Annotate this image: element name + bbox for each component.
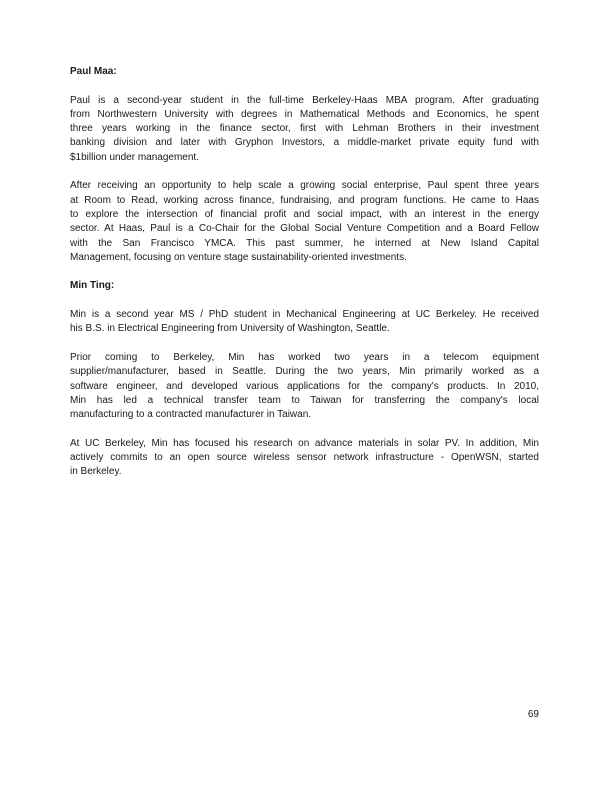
text-line: at Room to Read, working across finance, fundraising, and program functions. He came to Haas: [70, 194, 539, 206]
text-line: Min has led a technical transfer team to Taiwan for transferring the company's local: [70, 394, 539, 406]
paragraph: [70, 94, 539, 165]
text-line: banking division and later with Gryphon Investors, a middle-market private equity fund with: [70, 137, 539, 149]
text-line: in Berkeley.: [70, 466, 122, 478]
text-line: Management, focusing on venture stage sustainability-oriented investments.: [70, 251, 407, 263]
section-heading: [70, 279, 539, 293]
text-line: with the San Francisco YMCA. This past summer, he interned at New Island Capital: [70, 237, 539, 249]
text-line: from Northwestern University with degrees in Mathematical Methods and Economics, he spent: [70, 108, 539, 120]
text-line: Paul is a second-year student in the full-time Berkeley-Haas MBA program. After graduating: [70, 94, 539, 106]
text-line: Min is a second year MS / PhD student in Mechanical Engineering at UC Berkeley. He received: [70, 309, 539, 321]
text-line: to explore the intersection of financial profit and social impact, with an interest in the energy: [70, 208, 539, 220]
text-line: Prior coming to Berkeley, Min has worked two years in a telecom equipment: [70, 351, 539, 363]
paragraph: [70, 179, 539, 265]
paragraph: [70, 308, 539, 337]
text-line: sector. At Haas, Paul is a Co-Chair for the Global Social Venture Competition and a Board Fellow: [70, 223, 539, 235]
paragraph: [70, 437, 539, 480]
text-line: manufacturing to a contracted manufacturer in Taiwan.: [70, 409, 312, 421]
text-line: Paul Maa:: [70, 66, 117, 77]
text-line: Min Ting:: [70, 280, 115, 292]
text-line: three years working in the finance sector, first with Lehman Brothers in their investment: [70, 123, 539, 135]
text-line: supplier/manufacturer, based in Seattle. During the two years, Min primarily worked as a: [70, 366, 539, 378]
paragraph: [70, 351, 539, 422]
text-line: actively commits to an open source wireless sensor network infrastructure - OpenWSN, started: [70, 452, 539, 464]
document-body: [70, 65, 539, 494]
page-number: 69: [527, 709, 539, 720]
text-line: After receiving an opportunity to help scale a growing social enterprise, Paul spent three years: [70, 180, 539, 192]
text-line: his B.S. in Electrical Engineering from University of Washington, Seattle.: [70, 323, 390, 335]
section-heading: [70, 65, 539, 79]
text-line: $1billion under management.: [70, 151, 199, 163]
text-line: At UC Berkeley, Min has focused his research on advance materials in solar PV. In addition, Min: [70, 437, 539, 449]
text-line: software engineer, and developed various applications for the company's products. In 2010,: [70, 380, 539, 392]
